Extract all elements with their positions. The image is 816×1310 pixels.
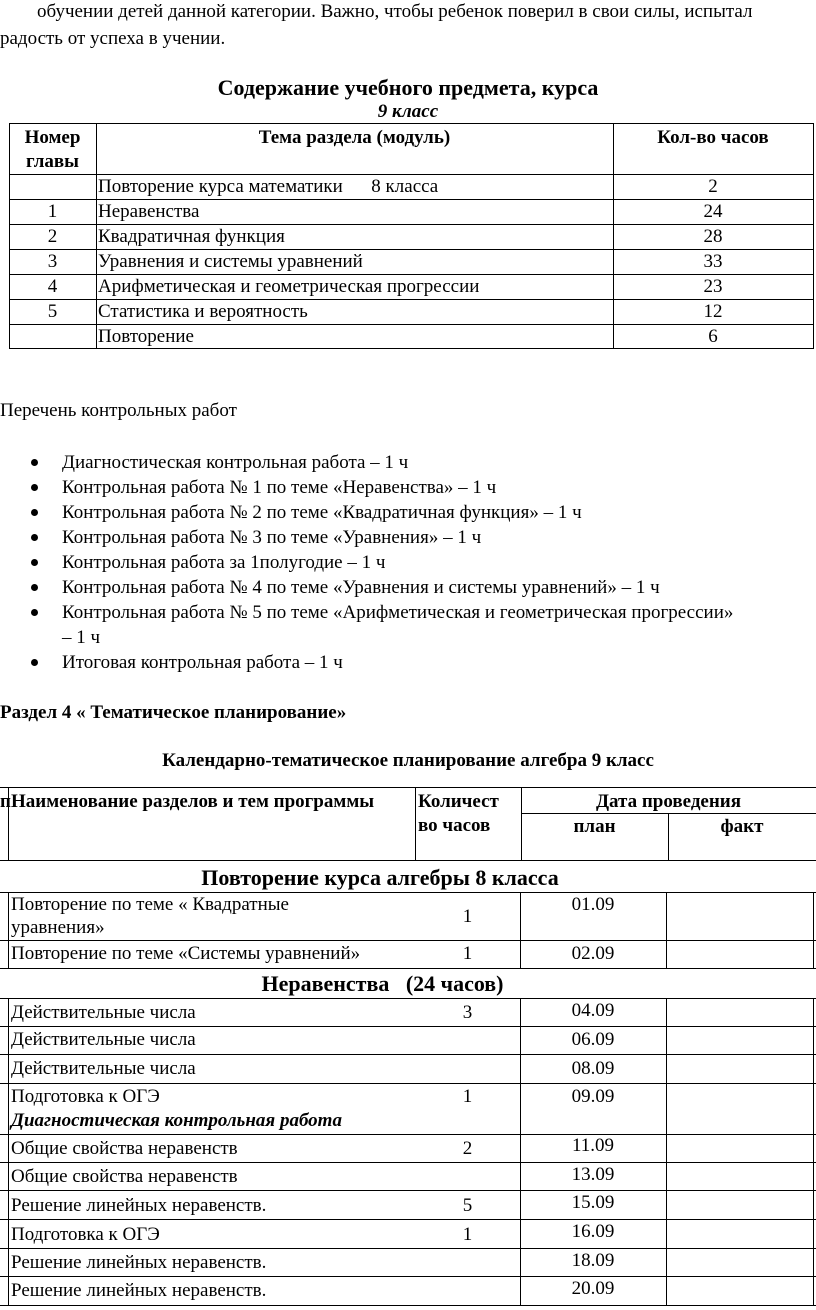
table-row-name-cont: Диагностическая контрольная работа: [11, 1110, 342, 1131]
section4-title: Раздел 4 « Тематическое планирование»: [0, 702, 347, 723]
bullet-icon: [31, 584, 38, 591]
calendar-header-name: Наименование разделов и тем программы: [11, 791, 375, 812]
table-row-name: Подготовка к ОГЭ: [11, 1224, 160, 1245]
list-item: Контрольная работа № 5 по теме «Арифметическая и геометрическая прогрессии»: [62, 602, 734, 623]
calendar-header-num: п: [0, 791, 11, 812]
content-row-topic: Статистика и вероятность: [98, 301, 308, 322]
calendar-header-count-1: Количест: [418, 791, 499, 812]
list-item: Контрольная работа № 4 по теме «Уравнения и системы уравнений» – 1 ч: [62, 577, 660, 598]
content-row-topic: Неравенства: [98, 201, 200, 222]
table-row-name: Повторение по теме «Системы уравнений»: [11, 943, 361, 964]
table-row-plan: 20.09: [571, 1278, 615, 1299]
table-row-plan: 01.09: [571, 894, 615, 915]
list-item-continuation: – 1 ч: [62, 627, 101, 648]
content-subtitle: 9 класс: [377, 101, 439, 122]
table-row-plan: 09.09: [571, 1086, 615, 1107]
content-title: Содержание учебного предмета, курса: [217, 75, 599, 100]
content-row-topic: Квадратичная функция: [98, 226, 285, 247]
content-row-hours: 33: [703, 251, 723, 272]
table-row-count: 5: [462, 1195, 473, 1216]
content-row-num: 3: [47, 251, 58, 272]
content-header-topic: Тема раздела (модуль): [258, 127, 451, 148]
table-row-plan: 18.09: [571, 1250, 615, 1271]
bullet-icon: [31, 534, 38, 541]
table-row-count: 1: [462, 906, 473, 927]
table-row-count: 1: [462, 943, 473, 964]
table-row-plan: 15.09: [571, 1192, 615, 1213]
list-item: Контрольная работа № 1 по теме «Неравенства» – 1 ч: [62, 477, 497, 498]
list-item: Контрольная работа № 2 по теме «Квадратичная функция» – 1 ч: [62, 502, 582, 523]
content-row-hours: 12: [703, 301, 723, 322]
calendar-title: Календарно-тематическое планирование алгебра 9 класс: [162, 750, 654, 771]
table-row-name: Общие свойства неравенств: [11, 1166, 238, 1187]
bullet-icon: [31, 484, 38, 491]
calendar-header-count-2: во часов: [418, 815, 491, 836]
content-row-num: 1: [47, 201, 58, 222]
calendar-header-fact: факт: [720, 816, 764, 837]
tests-heading: Перечень контрольных работ: [0, 400, 237, 421]
content-row-topic: Арифметическая и геометрическая прогрессии: [98, 276, 480, 297]
table-row-name: Повторение по теме « Квадратные: [11, 894, 289, 915]
content-header-num-2: главы: [26, 151, 79, 172]
table-row-name: Общие свойства неравенств: [11, 1138, 238, 1159]
table-row-count: 2: [462, 1138, 473, 1159]
table-row-plan: 08.09: [571, 1058, 615, 1079]
table-row-name: Решение линейных неравенств.: [11, 1195, 267, 1216]
table-row-plan: 06.09: [571, 1029, 615, 1050]
bullet-icon: [31, 509, 38, 516]
table-row-name: Решение линейных неравенств.: [11, 1280, 267, 1301]
bullet-icon: [31, 559, 38, 566]
table-row-plan: 16.09: [571, 1221, 615, 1242]
table-row-plan: 04.09: [571, 1000, 615, 1021]
table-row-plan: 13.09: [571, 1164, 615, 1185]
content-row-hours: 2: [708, 176, 718, 197]
table-row-name: Действительные числа: [11, 1002, 196, 1023]
content-header-num-1: Номер: [24, 127, 81, 148]
intro-line-2: радость от успеха в учении.: [0, 28, 226, 49]
table-row-count: 3: [462, 1002, 473, 1023]
content-row-hours: 28: [703, 226, 723, 247]
bullet-icon: [31, 459, 38, 466]
table-row-count: 1: [462, 1086, 473, 1107]
bullet-icon: [31, 659, 38, 666]
table-row-plan: 02.09: [571, 943, 615, 964]
content-row-hours: 6: [708, 326, 718, 347]
content-row-num: 4: [47, 276, 58, 297]
content-row-topic: Повторение курса математики 8 класса: [98, 176, 439, 197]
table-row-name-cont: уравнения»: [11, 917, 105, 938]
list-item: Итоговая контрольная работа – 1 ч: [62, 652, 343, 673]
content-row-hours: 23: [703, 276, 723, 297]
table-row-name: Действительные числа: [11, 1058, 196, 1079]
calendar-header-date: Дата проведения: [595, 791, 742, 812]
content-row-topic: Уравнения и системы уравнений: [98, 251, 363, 272]
table-row-name: Решение линейных неравенств.: [11, 1252, 267, 1273]
list-item: Контрольная работа за 1полугодие – 1 ч: [62, 552, 386, 573]
list-item: Контрольная работа № 3 по теме «Уравнения» – 1 ч: [62, 527, 482, 548]
calendar-header-plan: план: [573, 816, 616, 837]
table-row-name: Действительные числа: [11, 1029, 196, 1050]
calendar-section-title: Неравенства (24 часов): [261, 971, 504, 996]
list-item: Диагностическая контрольная работа – 1 ч: [62, 452, 409, 473]
table-row-count: 1: [462, 1224, 473, 1245]
content-row-hours: 24: [703, 201, 723, 222]
content-header-hours: Кол-во часов: [657, 127, 769, 148]
content-row-topic: Повторение: [98, 326, 194, 347]
table-row-plan: 11.09: [571, 1135, 615, 1156]
intro-line-1: обучении детей данной категории. Важно, чтобы ребенок поверил в свои силы, испытал: [37, 1, 753, 22]
content-row-num: 2: [47, 226, 58, 247]
content-row-num: 5: [47, 301, 58, 322]
calendar-section-title: Повторение курса алгебры 8 класса: [201, 865, 559, 890]
table-row-name: Подготовка к ОГЭ: [11, 1086, 160, 1107]
bullet-icon: [31, 609, 38, 616]
